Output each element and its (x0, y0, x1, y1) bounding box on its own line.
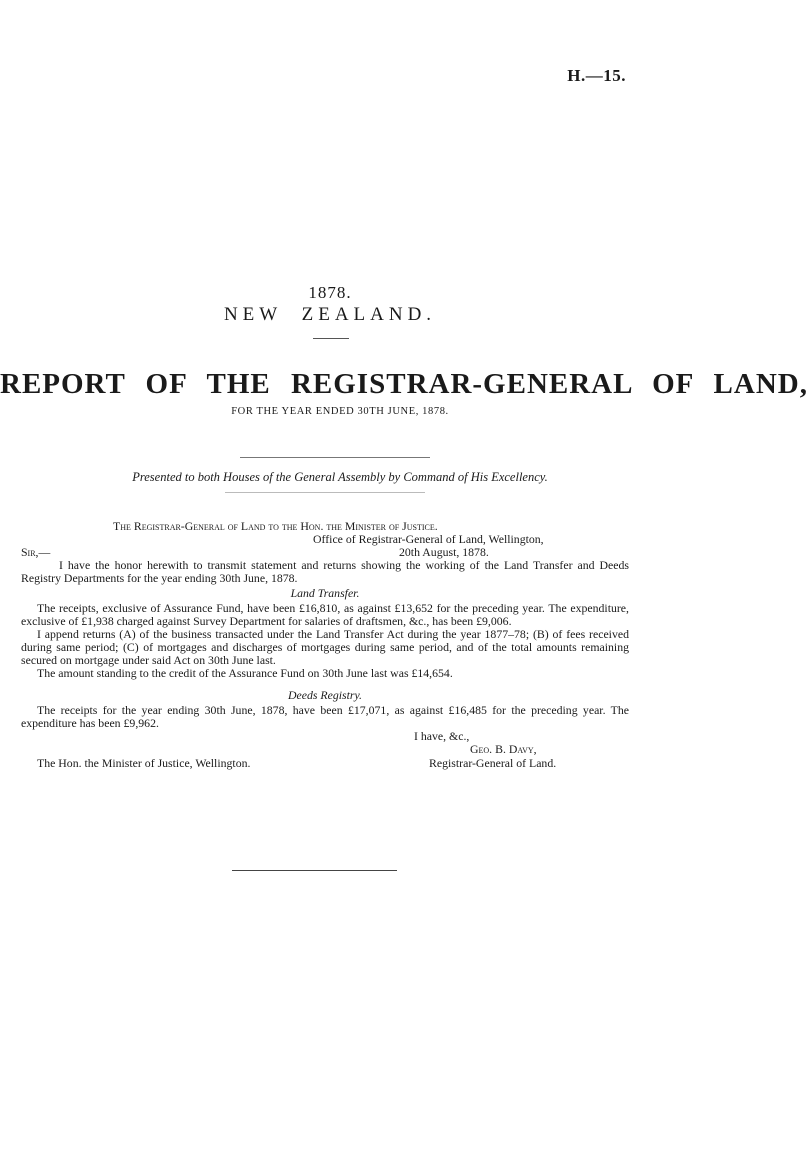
document-year: 1878. (308, 283, 352, 302)
land-transfer-paragraph: The receipts, exclusive of Assurance Fund, have been £16,810, as against £13,652 for the preceding year. The expenditure, exclusive of £1,938 charged against Survey Department for salaries of draftsmen, &c., has been £9,006. (21, 601, 629, 628)
letter-office: Office of Registrar-General of Land, Wellington, (313, 532, 544, 546)
letter-body (21, 520, 629, 782)
end-rule (232, 870, 397, 871)
document-reference: H.—15. (567, 66, 626, 85)
presented-line: Presented to both Houses of the General Assembly by Command of His Excellency. (132, 470, 548, 484)
report-subtitle: FOR THE YEAR ENDED 30TH JUNE, 1878. (231, 406, 449, 417)
divider-rule (225, 492, 425, 493)
report-title: REPORT OF THE REGISTRAR-GENERAL OF LAND, (0, 368, 808, 400)
land-transfer-paragraph: The amount standing to the credit of the Assurance Fund on 30th June last was £14,654. (37, 666, 453, 680)
land-transfer-paragraph: I append returns (A) of the business transacted under the Land Transfer Act during the year 1877–78; (B) of fees received during same period; (C) of mortgages and discharges of mortgages during same period, and of the total amounts remaining secured on mortgage under said Act on 30th June last. (21, 627, 629, 667)
divider-rule (313, 338, 349, 339)
section-heading-deeds-registry: Deeds Registry. (287, 688, 363, 702)
signer-name: Geo. B. Davy, (470, 742, 537, 756)
letter-salutation: Sir,— (21, 545, 51, 559)
salutation-date-line (21, 546, 629, 559)
signer-title: Registrar-General of Land. (429, 756, 557, 770)
deeds-registry-paragraph: The receipts for the year ending 30th June, 1878, have been £17,071, as against £16,485 for the preceding year. The expenditure has been £9,962. (21, 703, 629, 730)
signature-block (21, 730, 629, 782)
letter-from-line: The Registrar-General of Land to the Hon. the Minister of Justice. (113, 519, 438, 533)
country-heading: NEW ZEALAND. (223, 304, 437, 325)
letter-addressee: The Hon. the Minister of Justice, Wellington. (37, 756, 251, 770)
section-heading-land-transfer: Land Transfer. (290, 586, 360, 600)
divider-rule (240, 457, 430, 458)
letter-intro: I have the honor herewith to transmit statement and returns showing the working of the Land Transfer and Deeds Registry Departments for the year ending 30th June, 1878. (21, 558, 629, 585)
letter-closing: I have, &c., (414, 729, 470, 743)
letter-date: 20th August, 1878. (399, 545, 489, 559)
